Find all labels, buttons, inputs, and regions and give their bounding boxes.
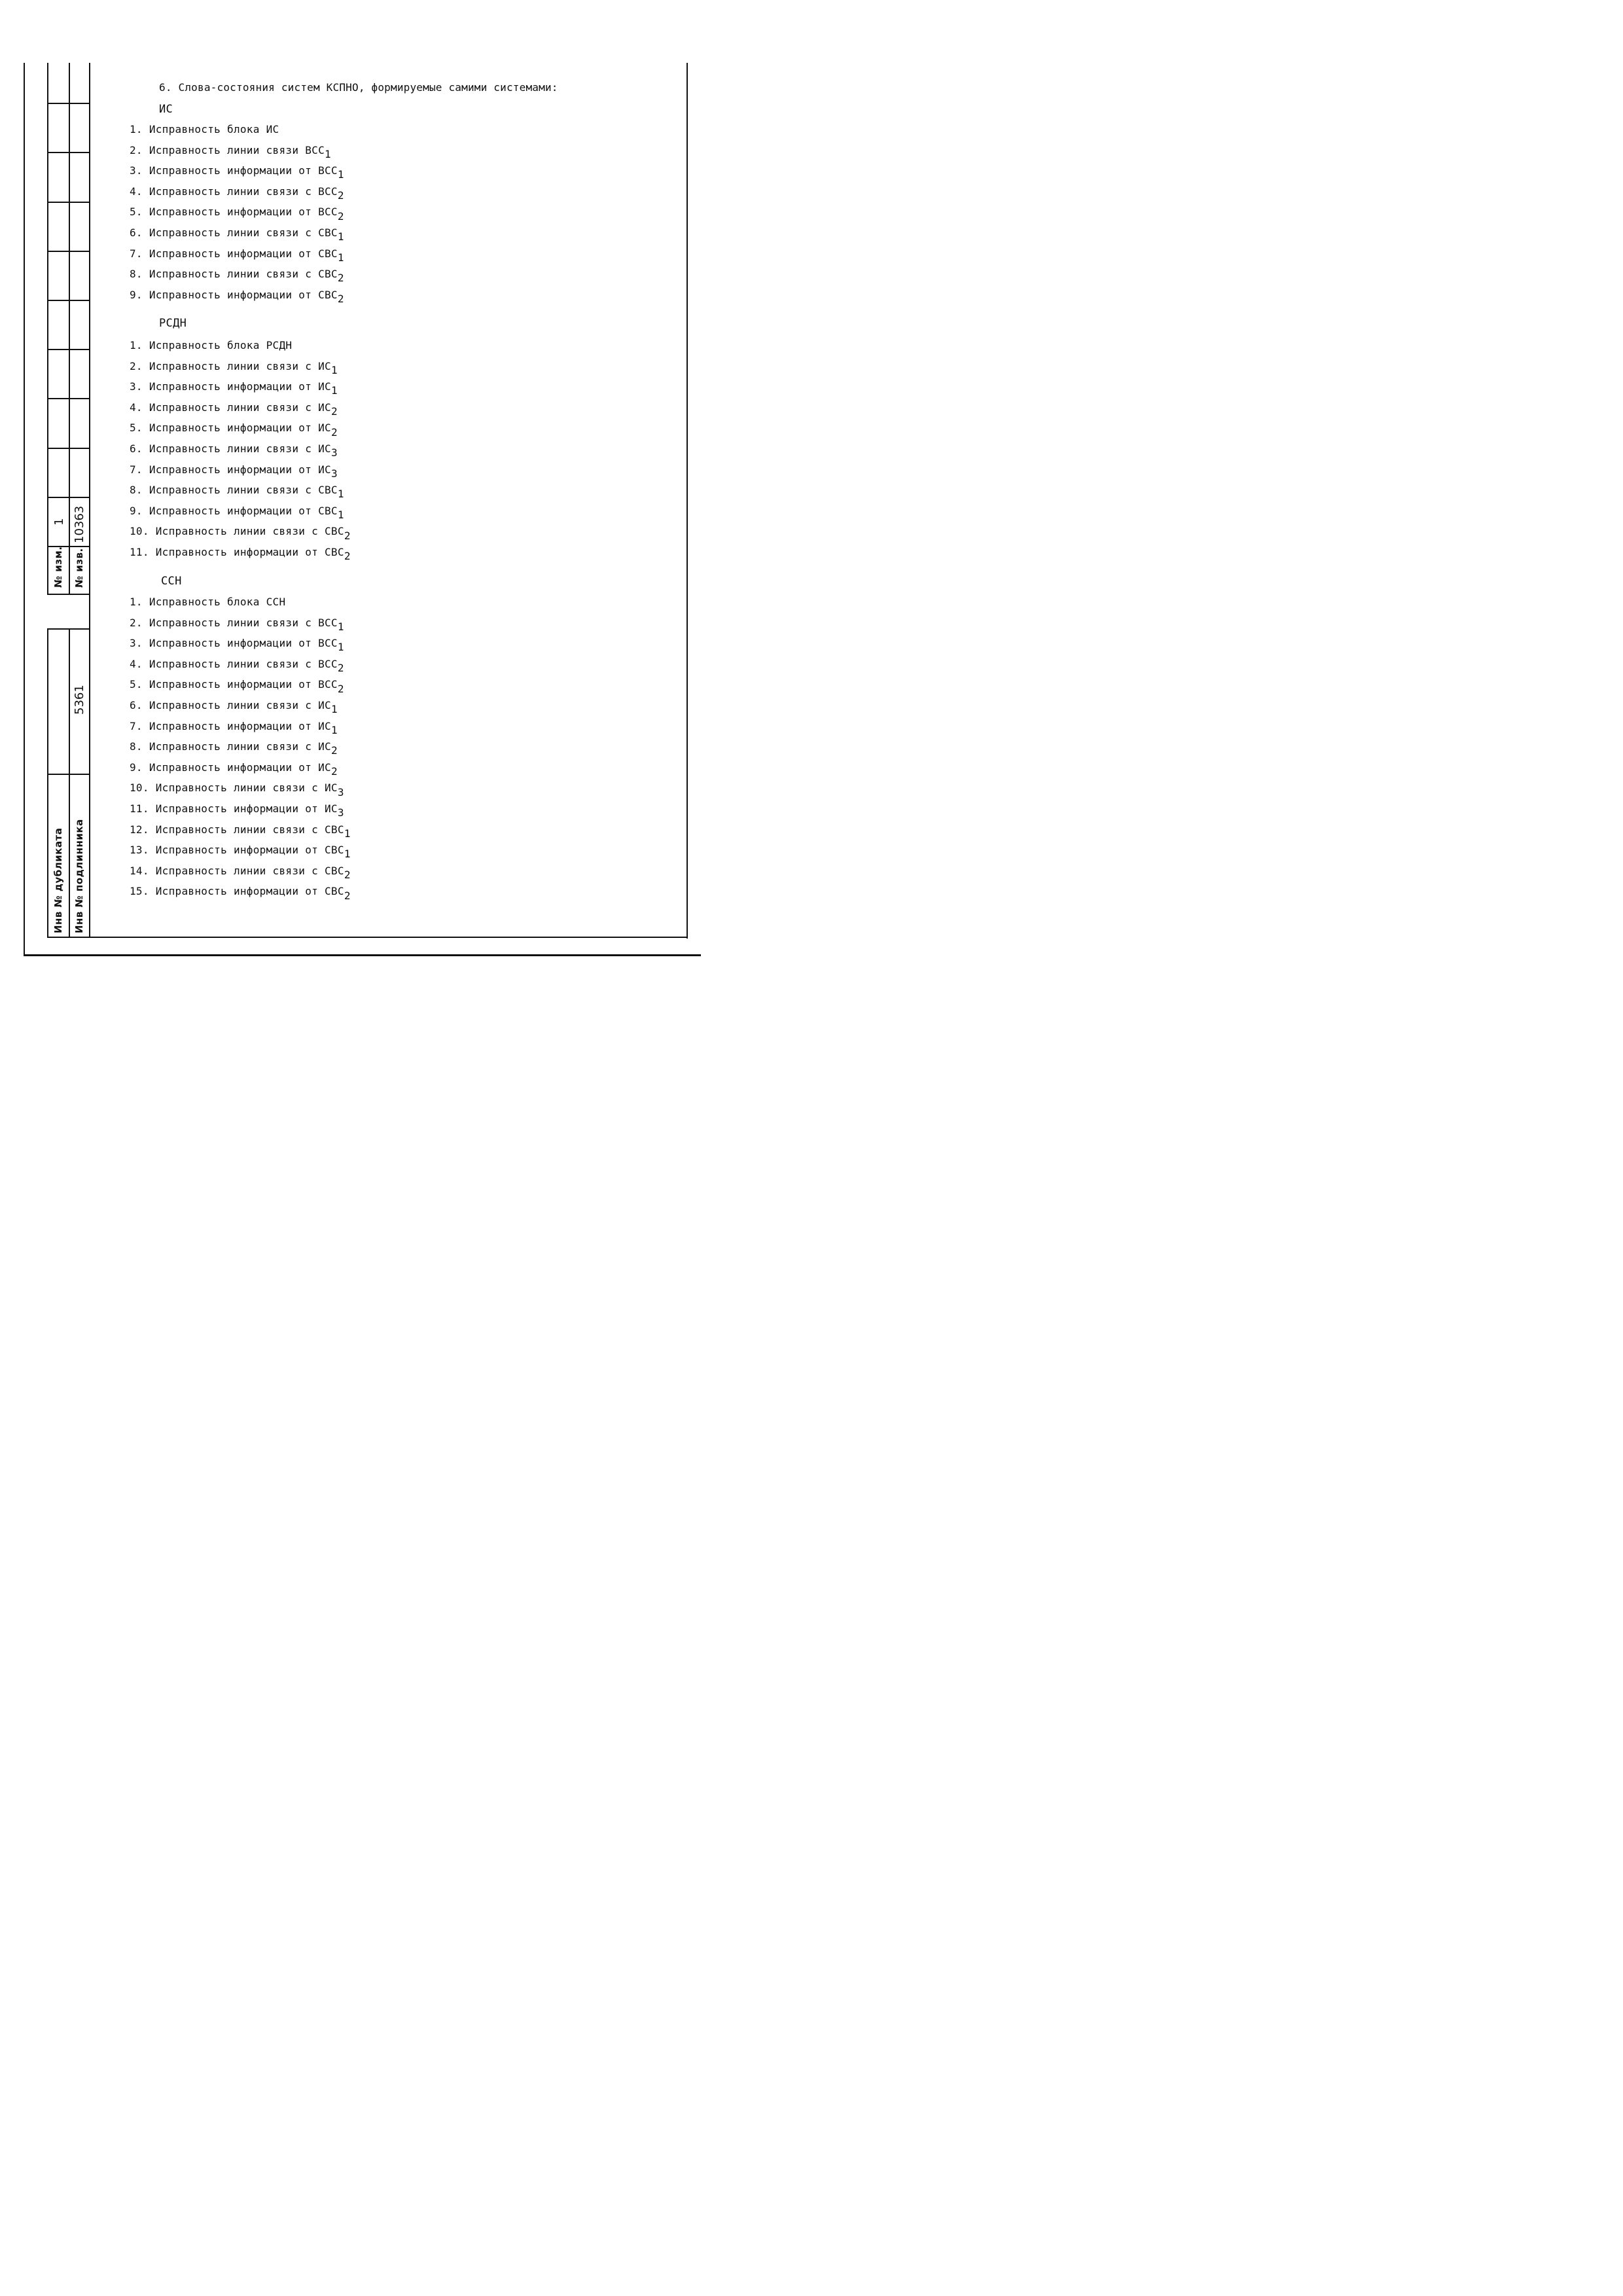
item-text: Исправность линии связи с СВС: [155, 823, 344, 836]
original-inventory-label: Инв № подлинника: [73, 819, 85, 933]
item-text: Исправность информации от ИС: [149, 719, 331, 732]
item-text: Исправность информации от ИС: [149, 422, 331, 435]
list-item: [130, 740, 351, 761]
item-text: Исправность информации от СВС: [155, 885, 344, 898]
list-item: [130, 268, 344, 289]
item-number: 2.: [130, 616, 143, 629]
change-number-value: 1: [52, 518, 66, 526]
item-text: Исправность информации от ВСС: [149, 206, 338, 219]
item-text: Исправность линии связи с ИС: [149, 698, 331, 711]
item-text: Исправность линии связи с СВС: [149, 484, 338, 497]
list-item: [130, 422, 351, 442]
group-list-is: [130, 123, 344, 309]
item-number: 6.: [130, 226, 143, 239]
item-subscript: 3: [330, 467, 338, 480]
item-subscript: 2: [330, 744, 338, 757]
list-item: [130, 865, 351, 886]
item-text: Исправность информации от ИС: [149, 380, 331, 393]
item-subscript: 2: [344, 868, 351, 881]
group-heading-ssn: ССН: [161, 575, 182, 588]
item-text: Исправность линии связи с ВСС: [149, 616, 338, 629]
item-subscript: 1: [337, 230, 344, 243]
list-item: [130, 123, 344, 144]
item-subscript: 2: [337, 682, 344, 695]
item-subscript: 2: [330, 764, 338, 778]
item-number: 10.: [130, 781, 149, 795]
list-item: [130, 380, 351, 401]
list-item: [130, 339, 351, 360]
item-number: 2.: [130, 359, 143, 372]
item-number: 9.: [130, 504, 143, 517]
item-subscript: 1: [337, 508, 344, 521]
list-item: [130, 360, 351, 381]
lower-stamp-col2: [69, 628, 70, 937]
item-subscript: 1: [337, 620, 344, 633]
item-subscript: 1: [344, 827, 351, 840]
item-number: 8.: [130, 740, 143, 753]
stamp-row-line: [47, 497, 90, 498]
change-number-label: № изм.: [52, 546, 64, 588]
item-subscript: 1: [337, 641, 344, 654]
stamp-row-line: [47, 152, 90, 153]
lower-stamp-bottom: [47, 937, 90, 938]
item-subscript: 1: [337, 251, 344, 264]
item-subscript: 2: [337, 292, 344, 305]
stamp-row-line: [47, 349, 90, 350]
original-inventory-value: 5361: [73, 685, 86, 715]
item-text: Исправность линии связи с ИС: [155, 781, 338, 795]
list-item: [130, 823, 351, 844]
list-item: [130, 505, 351, 526]
group-heading-rsdn: РСДН: [159, 317, 187, 330]
item-number: 12.: [130, 823, 149, 836]
item-text: Исправность линии связи с СВС: [155, 864, 344, 877]
item-number: 11.: [130, 545, 149, 558]
item-text: Исправность блока РСДН: [149, 339, 293, 351]
list-item: [130, 802, 351, 823]
frame-stamp-col2: [69, 63, 70, 594]
item-number: 6.: [130, 442, 143, 455]
item-number: 1.: [130, 596, 143, 608]
item-subscript: 1: [330, 363, 338, 376]
lower-stamp-mid: [47, 774, 90, 775]
item-number: 9.: [130, 288, 143, 301]
lower-stamp-top: [47, 628, 90, 630]
list-item: [130, 226, 344, 247]
document-page: [0, 0, 721, 1020]
item-text: Исправность информации от СВС: [149, 247, 338, 260]
item-subscript: 2: [344, 550, 351, 563]
item-subscript: 1: [330, 384, 338, 397]
item-number: 4.: [130, 401, 143, 414]
list-item: [130, 525, 351, 546]
item-subscript: 2: [337, 209, 344, 223]
item-number: 5.: [130, 678, 143, 691]
item-number: 15.: [130, 885, 149, 898]
frame-main-left: [89, 63, 90, 937]
item-number: 3.: [130, 164, 143, 177]
list-item: [130, 596, 351, 617]
notice-number-label: № изв.: [73, 548, 85, 588]
stamp-row-line: [47, 103, 90, 104]
frame-left-outer: [24, 63, 25, 954]
group-list-rsdn: [130, 339, 351, 567]
item-text: Исправность информации от СВС: [149, 288, 338, 301]
lower-stamp-col1: [47, 628, 48, 937]
item-number: 5.: [130, 206, 143, 219]
list-item: [130, 844, 351, 865]
item-number: 1.: [130, 339, 143, 351]
item-number: 3.: [130, 637, 143, 650]
list-item: [130, 781, 351, 802]
item-subscript: 3: [330, 446, 338, 459]
item-subscript: 1: [337, 488, 344, 501]
list-item: [130, 637, 351, 658]
item-text: Исправность линии связи с СВС: [149, 226, 338, 239]
list-item: [130, 484, 351, 505]
notice-number-value: 10363: [73, 505, 86, 543]
section-intro: 6. Слова-состояния систем КСПНО, формируемые самими системами:: [159, 81, 558, 94]
list-item: [130, 185, 344, 206]
item-text: Исправность линии связи с СВС: [149, 268, 338, 281]
list-item: [130, 247, 344, 268]
item-number: 13.: [130, 844, 149, 857]
item-subscript: 1: [330, 723, 338, 736]
item-text: Исправность информации от ИС: [149, 761, 331, 774]
stamp-row-line: [47, 398, 90, 399]
item-text: Исправность линии связи с ВСС: [149, 657, 338, 670]
list-item: [130, 720, 351, 741]
item-subscript: 2: [330, 425, 338, 439]
list-item: [130, 144, 344, 165]
item-number: 7.: [130, 247, 143, 260]
item-text: Исправность информации от СВС: [155, 545, 344, 558]
item-number: 11.: [130, 802, 149, 815]
item-text: Исправность линии связи с ИС: [149, 740, 331, 753]
stamp-row-line: [47, 300, 90, 301]
item-subscript: 1: [337, 168, 344, 181]
item-subscript: 2: [337, 661, 344, 674]
item-subscript: 3: [337, 785, 344, 798]
frame-right: [687, 63, 688, 939]
item-subscript: 3: [337, 806, 344, 819]
frame-stamp-col1: [47, 63, 48, 594]
item-subscript: 2: [344, 889, 351, 902]
item-number: 6.: [130, 698, 143, 711]
group-list-ssn: [130, 596, 351, 906]
stamp-row-line: [47, 594, 90, 595]
list-item: [130, 678, 351, 699]
list-item: [130, 617, 351, 637]
list-item: [130, 442, 351, 463]
stamp-row-line: [47, 202, 90, 203]
item-text: Исправность линии связи с СВС: [155, 525, 344, 538]
list-item: [130, 761, 351, 782]
stamp-row-line: [47, 448, 90, 449]
frame-bottom-outer: [24, 954, 701, 956]
item-text: Исправность информации от СВС: [149, 504, 338, 517]
item-text: Исправность информации от ВСС: [149, 637, 338, 650]
item-number: 4.: [130, 657, 143, 670]
item-subscript: 2: [337, 188, 344, 202]
item-subscript: 1: [344, 848, 351, 861]
item-text: Исправность информации от СВС: [155, 844, 344, 857]
item-number: 8.: [130, 484, 143, 497]
item-text: Исправность информации от ВСС: [149, 678, 338, 691]
list-item: [130, 463, 351, 484]
list-item: [130, 699, 351, 720]
list-item: [130, 658, 351, 679]
item-text: Исправность информации от ВСС: [149, 164, 338, 177]
list-item: [130, 206, 344, 226]
item-number: 8.: [130, 268, 143, 281]
item-number: 9.: [130, 761, 143, 774]
item-number: 3.: [130, 380, 143, 393]
list-item: [130, 289, 344, 310]
group-heading-is: ИС: [159, 103, 173, 116]
item-text: Исправность блока ИС: [149, 123, 279, 135]
item-number: 10.: [130, 525, 149, 538]
item-number: 2.: [130, 143, 143, 156]
stamp-row-line: [47, 251, 90, 252]
item-text: Исправность линии связи ВСС: [149, 143, 325, 156]
duplicate-inventory-label: Инв № дубликата: [52, 827, 64, 933]
list-item: [130, 401, 351, 422]
item-subscript: 2: [337, 272, 344, 285]
item-subscript: 2: [344, 529, 351, 542]
list-item: [130, 885, 351, 906]
item-subscript: 1: [325, 147, 331, 160]
frame-bottom-inner: [89, 937, 688, 938]
item-number: 7.: [130, 463, 143, 476]
item-number: 14.: [130, 864, 149, 877]
item-subscript: 2: [330, 404, 338, 418]
item-text: Исправность линии связи с ВСС: [149, 185, 338, 198]
item-text: Исправность линии связи с ИС: [149, 401, 331, 414]
item-text: Исправность линии связи с ИС: [149, 359, 331, 372]
item-number: 4.: [130, 185, 143, 198]
item-number: 1.: [130, 123, 143, 135]
list-item: [130, 164, 344, 185]
item-text: Исправность информации от ИС: [155, 802, 338, 815]
item-text: Исправность блока ССН: [149, 596, 286, 608]
item-number: 5.: [130, 422, 143, 435]
item-text: Исправность информации от ИС: [149, 463, 331, 476]
item-text: Исправность линии связи с ИС: [149, 442, 331, 455]
item-number: 7.: [130, 719, 143, 732]
item-subscript: 1: [330, 703, 338, 716]
list-item: [130, 546, 351, 567]
